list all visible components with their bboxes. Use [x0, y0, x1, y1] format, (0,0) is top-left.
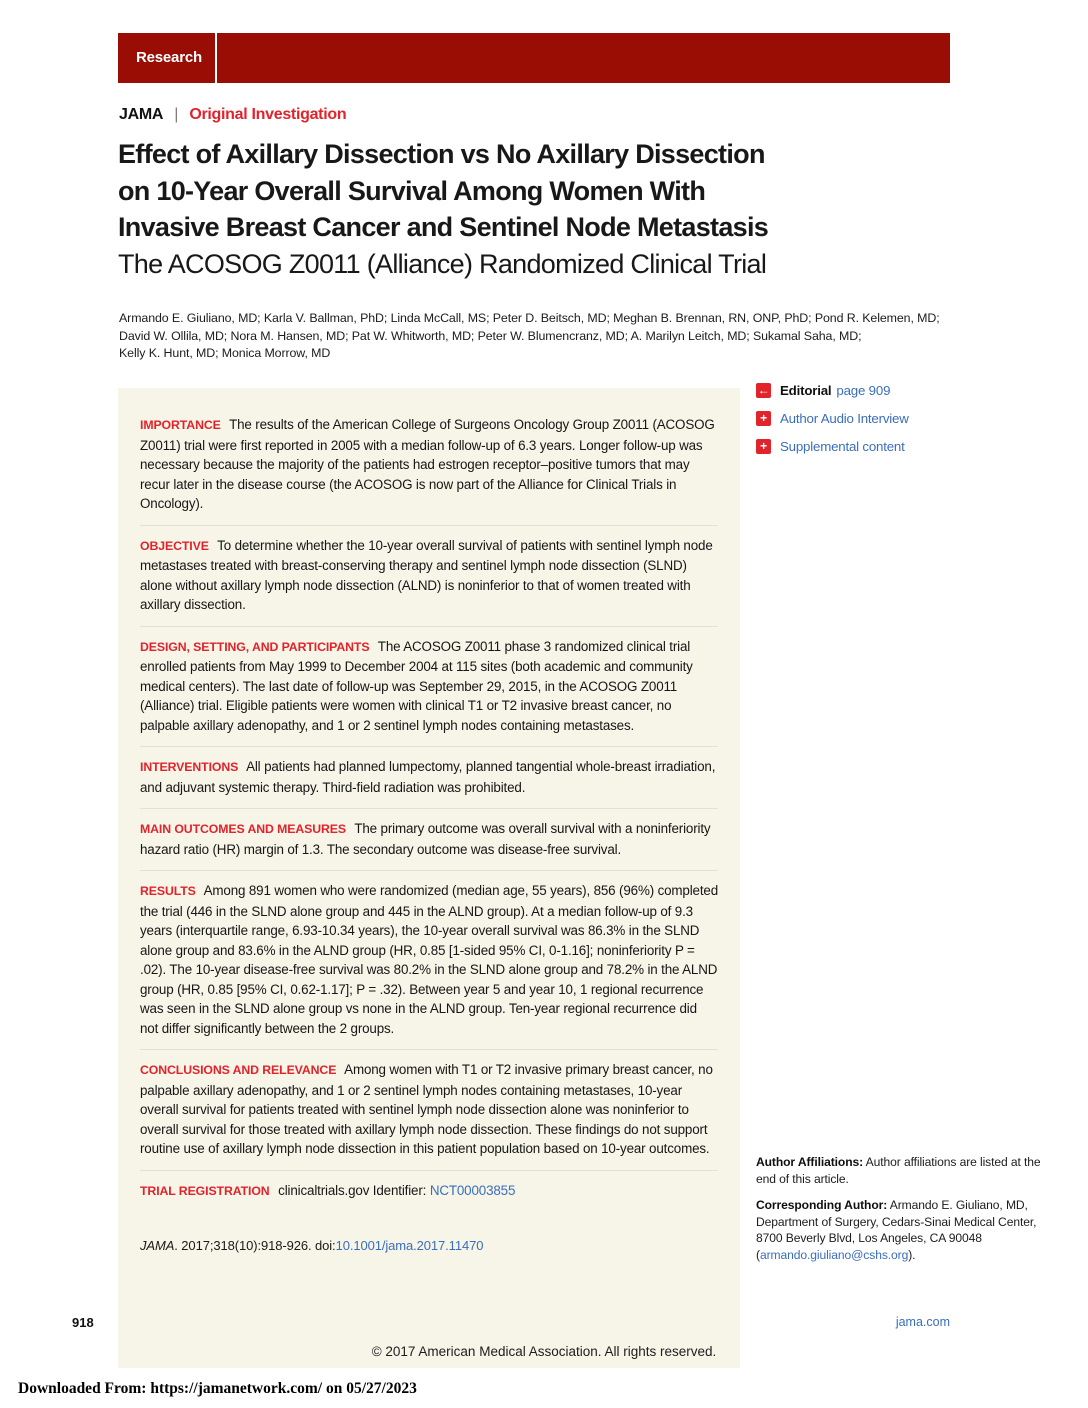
section-label: RESULTS [140, 884, 196, 898]
section-text: The primary outcome was overall survival with a noninferiority hazard ratio (HR) margin of 1.3. The secondary outcome was disease-free survival. [140, 821, 711, 857]
editorial-row [756, 383, 1066, 398]
section-label: INTERVENTIONS [140, 760, 239, 774]
author-affiliations [756, 1154, 1056, 1187]
article-citation [140, 1212, 718, 1253]
rubric-separator: | [174, 106, 179, 123]
corresponding-suffix: ). [908, 1247, 916, 1262]
citation-text: . 2017;318(10):918-926. doi: [174, 1238, 336, 1253]
editorial-label: Editorial [780, 383, 832, 398]
section-label: OBJECTIVE [140, 538, 209, 553]
kicker-label: Research [136, 49, 202, 66]
section-text: The ACOSOG Z0011 phase 3 randomized clinical trial enrolled patients from May 1999 to December 2004 at 115 sites (both academic and community medical centers). The last date of follow-up was September 29, 2015, in the ACOSOG Z0011 (Alliance) trial. Eligible patients were women with clinical T1 or T2 invasive breast cancer, no palpable axillary adenopathy, and 1 or 2 sentinel lymph nodes containing metastases. [140, 638, 693, 733]
supplemental-content-row [756, 439, 1066, 454]
section-label: TRIAL REGISTRATION [140, 1183, 270, 1198]
section-text: Among 891 women who were randomized (median age, 55 years), 856 (96%) completed the trial (446 in the SLND alone group and 445 in the ALND group). At a median follow-up of 9.3 years (interquartile range, 6.93-10.34 years), the 10-year overall survival was 86.3% in the SLND alone group and 83.6% in the ALND group (HR, 0.85 [1-sided 95% CI, 0-1.16]; noninferiority P = .02). The 10-year disease-free survival was 80.2% in the SLND alone group and 78.2% in the ALND group (HR, 0.85 [95% CI, 0.62-1.17]; P = .32). Between year 5 and year 10, 1 regional recurrence was seen in the SLND alone group vs none in the ALND group. Ten-year regional recurrence did not differ significantly between the 2 groups. [140, 883, 719, 1036]
abstract-section-registration [140, 1170, 718, 1213]
related-content-links [756, 383, 1066, 467]
plus-icon: + [756, 439, 771, 454]
title-subtitle: The ACOSOG Z0011 (Alliance) Randomized Clinical Trial [118, 248, 767, 279]
supplemental-content-link[interactable]: Supplemental content [780, 439, 905, 454]
section-label: MAIN OUTCOMES AND MEASURES [140, 822, 346, 836]
arrow-left-icon: ← [757, 383, 770, 397]
editorial-page-link[interactable]: page 909 [836, 383, 891, 398]
corresponding-email-link[interactable]: armando.giuliano@cshs.org [759, 1247, 909, 1262]
doi-link[interactable]: 10.1001/jama.2017.11470 [335, 1238, 484, 1253]
abstract-section-conclusions [140, 1049, 718, 1170]
section-text: All patients had planned lumpectomy, planned tangential whole-breast irradiation, and adjuvant systemic therapy. Third-field radiation was prohibited. [140, 759, 716, 795]
section-label: CONCLUSIONS AND RELEVANCE [140, 1063, 337, 1077]
audio-interview-row [756, 411, 1066, 426]
affiliations-label: Author Affiliations: [756, 1155, 864, 1169]
page-number: 918 [72, 1315, 94, 1330]
author-audio-interview-link[interactable]: Author Audio Interview [780, 411, 909, 426]
affiliations-text: Author affiliations are listed at the end of this article. [756, 1155, 1041, 1186]
plus-icon: + [756, 411, 771, 426]
abstract-section-design [140, 626, 718, 747]
corresponding-label: Corresponding Author: [756, 1198, 888, 1212]
author-line: Armando E. Giuliano, MD; Karla V. Ballman, PhD; Linda McCall, MS; Peter D. Beitsch, MD; Meghan B. Brennan, RN, ONP, PhD; Pond R. Kelemen, MD; [119, 311, 940, 325]
author-list [119, 310, 969, 363]
journal-name: JAMA [119, 106, 164, 123]
copyright-notice: © 2017 American Medical Association. All rights reserved. [371, 1344, 717, 1359]
title-line: Effect of Axillary Dissection vs No Axillary Dissection [118, 139, 765, 169]
author-line: Kelly K. Hunt, MD; Monica Morrow, MD [119, 346, 331, 360]
download-stamp: Downloaded From: https://jamanetwork.com/ on 05/27/2023 [18, 1380, 417, 1397]
section-text: The results of the American College of Surgeons Oncology Group Z0011 (ACOSOG Z0011) trial were first reported in 2005 with a median follow-up of 6.3 years. Longer follow-up was necessary because the majority of the patients had estrogen receptor–positive tumors that may recur later in the disease course (the ACOSOG is now part of the Alliance for Clinical Trials in Oncology). [140, 417, 715, 511]
title-line: Invasive Breast Cancer and Sentinel Node Metastasis [118, 212, 769, 242]
section-label: IMPORTANCE [140, 418, 221, 432]
abstract-section-importance [140, 405, 718, 525]
author-line: David W. Ollila, MD; Nora M. Hansen, MD; Pat W. Whitworth, MD; Peter W. Blumencranz, MD; A. Marilyn Leitch, MD; Sukamal Saha, MD; [119, 328, 862, 343]
jama-site-link[interactable]: jama.com [895, 1315, 950, 1329]
section-text: Among women with T1 or T2 invasive primary breast cancer, no palpable axillary adenopathy, and 1 or 2 sentinel lymph nodes containing metastases, 10-year overall survival for patients treated with sentinel lymph node dissection alone was noninferior to overall survival for those treated with axillary lymph node dissection. These findings do not support routine use of axillary lymph node dissection in this patient population based on 10-year outcomes. [140, 1062, 713, 1156]
registration-text: clinicaltrials.gov Identifier: [278, 1182, 430, 1198]
section-label: DESIGN, SETTING, AND PARTICIPANTS [140, 639, 370, 654]
section-text: To determine whether the 10-year overall survival of patients with sentinel lymph node metastases treated with breast-conserving therapy and sentinel lymph node dissection (SLND) alone without axillary lymph node dissection (ALND) is noninferior to that of women treated with axillary dissection. [140, 537, 713, 612]
abstract-section-results [140, 870, 718, 1049]
abstract-panel [118, 388, 740, 1368]
abstract-section-interventions [140, 746, 718, 808]
corresponding-author [756, 1197, 1056, 1263]
author-information [756, 1154, 1056, 1273]
header-bar [118, 33, 950, 83]
article-rubric [119, 106, 346, 124]
article-type: Original Investigation [189, 106, 347, 123]
title-line: on 10-Year Overall Survival Among Women With [118, 175, 706, 206]
abstract-section-outcomes [140, 808, 718, 870]
citation-journal: JAMA [140, 1238, 175, 1253]
header-divider [215, 33, 217, 83]
abstract-section-objective [140, 525, 718, 626]
corresponding-text: Armando E. Giuliano, MD, Department of Surgery, Cedars-Sinai Medical Center, 8700 Beverly Blvd, Los Angeles, CA 90048 ( [756, 1198, 1037, 1262]
trial-registration-link[interactable]: NCT00003855 [429, 1182, 516, 1198]
article-title [118, 136, 878, 282]
